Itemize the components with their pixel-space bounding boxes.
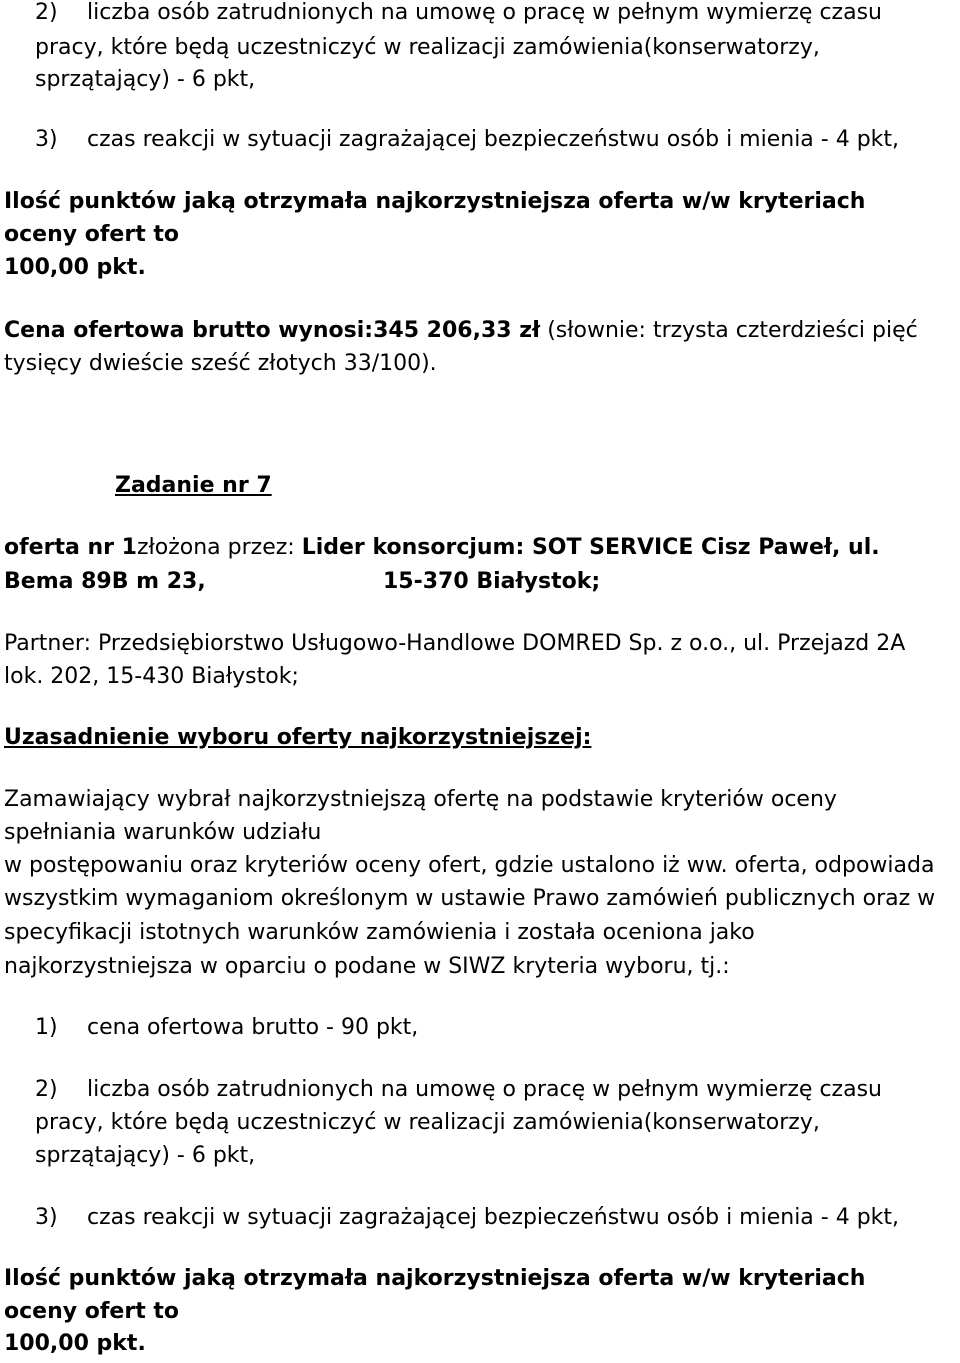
list-text: czas reakcji w sytuacji zagrażającej bezpieczeństwu osób i mienia - 4 pkt, (87, 1205, 900, 1230)
justification-line-5: specyfikacji istotnych warunków zamówienia i została oceniona jako (4, 920, 755, 945)
list-text: czas reakcji w sytuacji zagrażającej bezpieczeństwu osób i mienia - 4 pkt, (87, 127, 900, 152)
list-number: 3) (35, 127, 58, 152)
justification-line-2: spełniania warunków udziału (4, 820, 322, 845)
price-line-2: tysięcy dwieście sześć złotych 33/100). (4, 351, 437, 376)
justification-line-3: w postępowaniu oraz kryteriów oceny ofert, gdzie ustalono iż ww. oferta, odpowiada (4, 853, 935, 878)
criterion-2-line-3: sprzątający) - 6 pkt, (35, 1143, 256, 1168)
justification-heading: Uzasadnienie wyboru oferty najkorzystniejszej: (4, 725, 592, 750)
justification-line-1: Zamawiający wybrał najkorzystniejszą ofertę na podstawie kryteriów oceny (4, 787, 837, 812)
task-heading: Zadanie nr 7 (115, 473, 272, 498)
criterion-3 (35, 1202, 899, 1234)
offer-submitted-by: złożona przez: (136, 535, 302, 560)
criterion-2-line-1 (35, 0, 882, 29)
offer-leader: Lider konsorcjum: SOT SERVICE Cisz Paweł, ul. (301, 535, 880, 560)
criterion-2-line-2: pracy, które będą uczestniczyć w realizacji zamówienia(konserwatorzy, (35, 35, 820, 60)
criterion-3 (35, 124, 899, 156)
list-number: 2) (35, 1077, 58, 1102)
points-line-3: 100,00 pkt. (4, 1331, 146, 1356)
offer-address-city: 15-370 Białystok; (383, 569, 601, 594)
offer-number: oferta nr 1 (4, 535, 137, 560)
offer-address-street: Bema 89B m 23, (4, 569, 206, 594)
partner-line-2: lok. 202, 15-430 Białystok; (4, 664, 299, 689)
justification-line-4: wszystkim wymaganiom określonym w ustawie Prawo zamówień publicznych oraz w (4, 886, 936, 911)
criterion-2-line-2: pracy, które będą uczestniczyć w realizacji zamówienia(konserwatorzy, (35, 1110, 820, 1135)
points-line-3: 100,00 pkt. (4, 255, 146, 280)
points-line-2: oceny ofert to (4, 1299, 180, 1324)
price-words: (słownie: trzysta czterdzieści pięć (540, 318, 918, 343)
criterion-1 (35, 1012, 418, 1044)
list-number: 2) (35, 0, 58, 25)
criterion-2-line-1 (35, 1074, 882, 1106)
points-line-2: oceny ofert to (4, 222, 180, 247)
criterion-2-line-3: sprzątający) - 6 pkt, (35, 67, 256, 92)
list-number: 3) (35, 1205, 58, 1230)
list-text: liczba osób zatrudnionych na umowę o pracę w pełnym wymierzę czasu (87, 1077, 882, 1102)
list-text: liczba osób zatrudnionych na umowę o pracę w pełnym wymierzę czasu (87, 0, 882, 25)
list-text: cena ofertowa brutto - 90 pkt, (87, 1015, 419, 1040)
price-bold: Cena ofertowa brutto wynosi:345 206,33 zł (4, 318, 541, 343)
partner-line-1: Partner: Przedsiębiorstwo Usługowo-Handlowe DOMRED Sp. z o.o., ul. Przejazd 2A (4, 631, 906, 656)
points-line-1: Ilość punktów jaką otrzymała najkorzystniejsza oferta w/w kryteriach (4, 189, 866, 214)
points-line-1: Ilość punktów jaką otrzymała najkorzystniejsza oferta w/w kryteriach (4, 1266, 866, 1291)
list-number: 1) (35, 1015, 58, 1040)
price-line-1 (4, 315, 918, 347)
justification-line-6: najkorzystniejsza w oparciu o podane w SIWZ kryteria wyboru, tj.: (4, 954, 730, 979)
offer-line-1 (4, 532, 880, 564)
